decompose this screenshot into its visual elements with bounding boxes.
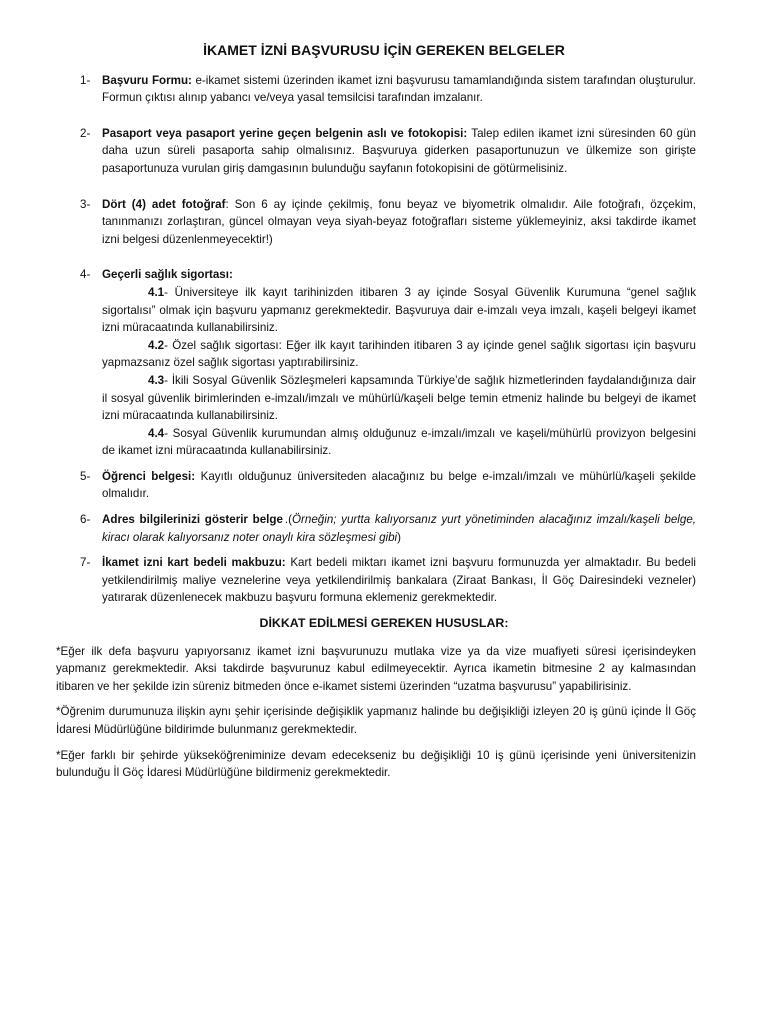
item-number: 2- <box>80 126 91 140</box>
item-heading: Dört (4) adet fotoğraf <box>102 197 226 211</box>
sub-item-text: - Sosyal Güvenlik kurumundan almış olduğunuz e-imzalı/imzalı ve kaşeli/mühürlü provizyon belgesini de ikamet izni müracaatında kullanabilirsiniz. <box>102 426 696 458</box>
list-item <box>56 125 696 178</box>
item-heading: Adres bilgilerinizi gösterir belge <box>102 513 283 527</box>
list-item <box>56 511 696 546</box>
list-item <box>56 468 696 503</box>
list-item <box>56 266 696 460</box>
item-number: 3- <box>80 197 91 211</box>
item-heading: Geçerli sağlık sigortası: <box>102 268 233 282</box>
item-heading: Başvuru Formu: <box>102 73 192 87</box>
item-heading: Pasaport veya pasaport yerine geçen belgenin aslı ve fotokopisi: <box>102 126 468 140</box>
list-item <box>56 72 696 107</box>
item-number: 6- <box>80 513 91 527</box>
note-paragraph: *Eğer ilk defa başvuru yapıyorsanız ikamet izni başvurunuzu mutlaka vize ya da vize muafiyeti süresi içerisindeyken yapmanız gerekmektedir. Aksi takdirde başvurunuz kabul edilmeyecektir. Ayrıca ikametin bitmesine 2 ay kalmasından itibaren ve her şekilde izin süreniz bitmeden önce e-ikamet sistemi üzerinden “uzatma başvurusu” yapabilirisiniz. <box>56 644 696 693</box>
requirements-list <box>56 72 696 607</box>
item-heading: İkamet izni kart bedeli makbuzu: <box>102 556 286 570</box>
note-paragraph: *Öğrenim durumunuza ilişkin aynı şehir içerisinde değişiklik yapmanız halinde bu değişikliği izleyen 20 iş günü içinde İl Göç İdaresi Müdürlüğüne bildirimde bulunmanız gerekmektedir. <box>56 705 696 736</box>
item-number: 1- <box>80 73 91 87</box>
sub-item-text: - İkili Sosyal Güvenlik Sözleşmeleri kapsamında Türkiye’de sağlık hizmetlerinden faydalandığınıza dair il sosyal güvenlik birimlerinden e-imzalı/imzalı ve mühürlü/kaşeli belge temin etmeniz halinde bu belgeyi de ikamet izni müracaatında kullanabilirsiniz. <box>102 373 696 423</box>
item-text: Kart bedeli miktarı ikamet izni başvuru formunuzda yer almaktadır. Bu bedeli yetkilendirilmiş maliye veznelerine veya yetkilendirilmiş bankalara (Ziraat Bankası, İl Göç Dairesindeki vezneler) yatırarak düzenlenecek makbuzu başvuru formuna eklemeniz gerekmektedir. <box>102 556 696 605</box>
item-number: 5- <box>80 469 91 483</box>
item-number: 4- <box>80 268 91 282</box>
item-example-text: Örneğin; yurtta kalıyorsanız yurt yönetiminden alacağınız imzalı/kaşeli belge, kiracı olarak kalıyorsanız noter onaylı kira sözleşmesi gibi <box>102 513 696 544</box>
item-text: e-ikamet sistemi üzerinden ikamet izni başvurusu tamamlandığında sistem tarafından oluşturulur. Formun çıktısı alınıp yabancı ve/veya yasal temsilcisi tarafından imzalanır. <box>102 73 696 105</box>
item-text: .( <box>284 513 293 527</box>
item-heading: Öğrenci belgesi: <box>102 469 196 483</box>
item-number: 7- <box>80 556 91 570</box>
sub-item <box>102 337 696 372</box>
item-text: Kayıtlı olduğunuz üniversiteden alacağınız bu belge e-imzalı/imzalı ve mühürlü/kaşeli şekilde olmalıdır. <box>102 469 696 501</box>
item-text: Talep edilen ikamet izni süresinden 60 gün daha uzun süreli pasaporta sahip olmalısınız. Başvuruya giderken pasaportunuzun ve ülkemize son girişte pasaportunuza vurulan giriş damgasının bulunduğu sayfanın fotokopisini de götürmelisiniz. <box>102 126 697 175</box>
sub-item-number: 4.3 <box>148 373 165 387</box>
sub-item <box>102 284 696 337</box>
note-paragraph: *Eğer farklı bir şehirde yükseköğreniminize devam edecekseniz bu değişikliği 10 iş günü içerisinde yeni üniversitenizin bulunduğu İl Göç İdaresi Müdürlüğüne bildirmeniz gerekmektedir. <box>56 748 696 780</box>
sub-item <box>102 372 696 425</box>
sub-item-number: 4.2 <box>148 338 165 352</box>
sub-item <box>102 425 696 460</box>
item-text: ) <box>397 530 401 544</box>
sub-item-number: 4.4 <box>148 426 165 440</box>
notes-title: DİKKAT EDİLMESİ GEREKEN HUSUSLAR: <box>259 616 509 631</box>
sub-item-text: - Özel sağlık sigortası: Eğer ilk kayıt tarihinden itibaren 3 ay içinde genel sağlık sigortası için başvuru yapmazsanız özel sağlık sigortası yaptırabilirsiniz. <box>102 338 696 370</box>
list-item <box>56 554 696 607</box>
document-title: İKAMET İZNİ BAŞVURUSU İÇİN GEREKEN BELGELER <box>203 42 565 58</box>
sub-item-text: - Üniversiteye ilk kayıt tarihinizden itibaren 3 ay içinde Sosyal Güvenlik Kurumuna “genel sağlık sigortalısı” olmak için başvuru yapmanız gerekmektedir. Başvuruya dair e-imzalı veya imzalı, kaşeli belgeyi ikamet izni müracaatında kullanabilirsiniz. <box>102 285 696 335</box>
item-text: : Son 6 ay içinde çekilmiş, fonu beyaz ve biyometrik olmalıdır. Aile fotoğrafı, özçekim, tanınmanızı zorlaştıran, güncel olmayan veya siyah-beyaz fotoğrafları sisteme yüklemeyiniz, aksi takdirde ikamet izni belgesi düzenlenmeyecektir!) <box>102 197 696 246</box>
list-item <box>56 196 696 249</box>
sub-item-number: 4.1 <box>148 285 165 299</box>
